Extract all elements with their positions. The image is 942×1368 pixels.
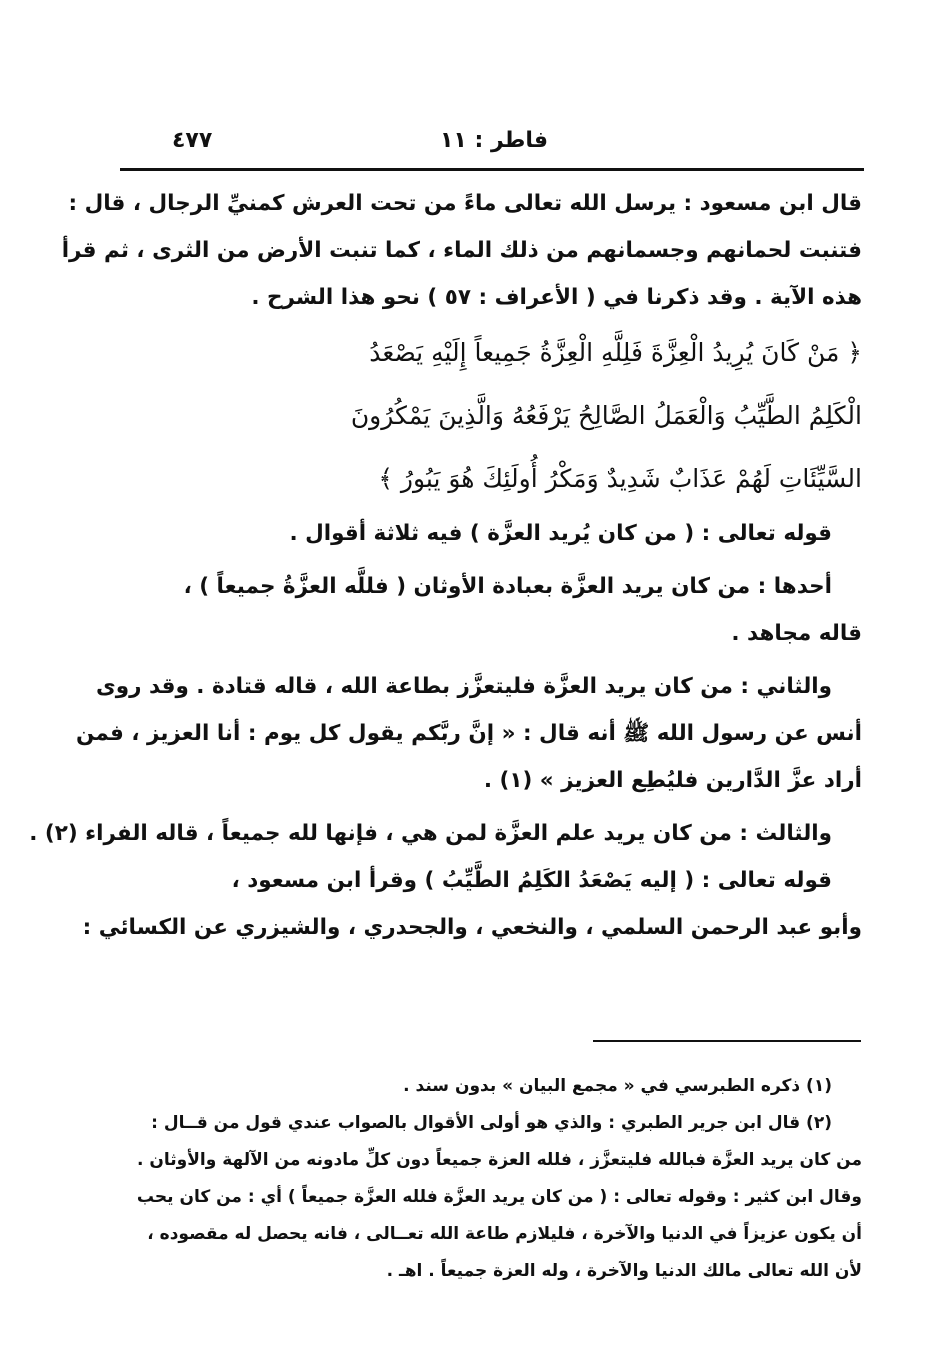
footnote-line: من كان يريد العزَّة فبالله فليتعزَّز ، فلله العزة جميعاً دون كلِّ مادونه من الآلهة والأوثان . xyxy=(137,1150,862,1170)
page-header xyxy=(120,122,864,162)
text-line: أنس عن رسول الله ﷺ أنه قال : « إنَّ ربَّكم يقول كل يوم : أنا العزيز ، فمن xyxy=(76,721,862,746)
text-line: قوله تعالى : ( إليه يَصْعَدُ الكَلِمُ الطَّيِّبُ ) وقرأ ابن مسعود ، xyxy=(231,868,832,893)
text-line: والثاني : من كان يريد العزَّة فليتعزَّز بطاعة الله ، قاله قتادة . وقد روى xyxy=(96,674,832,699)
text-line: والثالث : من كان يريد علم العزَّة لمن هي ، فإنها لله جميعاً ، قاله الفراء (٢) . xyxy=(29,821,832,846)
header-rule xyxy=(120,168,864,171)
text-line: قال ابن مسعود : يرسل الله تعالى ماءً من تحت العرش كمنيِّ الرجال ، قال : xyxy=(68,191,862,216)
footnote-line: لأن الله تعالى مالك الدنيا والآخرة ، وله العزة جميعاً . اهـ . xyxy=(386,1261,862,1281)
text-line: فتنبت لحمانهم وجسمانهم من ذلك الماء ، كما تنبت الأرض من الثرى ، ثم قرأ xyxy=(61,238,862,263)
footnote-line: (١) ذكره الطبرسي في « مجمع البيان » بدون سند . xyxy=(403,1076,832,1096)
quran-verse-line: ﴿ مَنْ كَانَ يُرِيدُ الْعِزَّةَ فَلِلَّهِ الْعِزَّةُ جَمِيعاً إِلَيْهِ يَصْعَدُ xyxy=(369,338,862,367)
footnote-line: وقال ابن كثير : وقوله تعالى : ( من كان يريد العزَّة فلله العزَّة جميعاً ) أي : من كان يحب xyxy=(136,1187,862,1207)
text-line: أحدها : من كان يريد العزَّة بعبادة الأوثان ( فللَّه العزَّةُ جميعاً ) ، xyxy=(183,574,832,599)
footnote-rule xyxy=(593,1040,861,1042)
footnotes xyxy=(122,1068,862,1290)
surah-reference: فاطر : ١١ xyxy=(440,128,549,153)
page-number: ٤٧٧ xyxy=(172,128,213,153)
text-line: قوله تعالى : ( من كان يُريد العزَّة ) فيه ثلاثة أقوال . xyxy=(289,521,832,546)
text-line: هذه الآية . وقد ذكرنا في ( الأعراف : ٥٧ ) نحو هذا الشرح . xyxy=(251,285,862,310)
text-line: وأبو عبد الرحمن السلمي ، والنخعي ، والجحدري ، والشيزري عن الكسائي : xyxy=(82,915,862,940)
footnote-line: أن يكون عزيزاً في الدنيا والآخرة ، فليلازم طاعة الله تعــالى ، فانه يحصل له مقصوده ، xyxy=(147,1224,862,1244)
text-line: أراد عزَّ الدَّارين فليُطِع العزيز » (١) . xyxy=(483,768,862,793)
quran-verse-line: الْكَلِمُ الطَّيِّبُ وَالْعَمَلُ الصَّالِحُ يَرْفَعُهُ وَالَّذِينَ يَمْكُرُونَ xyxy=(350,401,862,430)
quran-verse-line: السَّيِّئَاتِ لَهُمْ عَذَابٌ شَدِيدٌ وَمَكْرُ أُولَئِكَ هُوَ يَبُورُ ﴾ xyxy=(378,464,862,493)
main-text xyxy=(29,180,862,951)
footnote-line: (٢) قال ابن جرير الطبري : والذي هو أولى الأقوال بالصواب عندي قول من قــال : xyxy=(151,1113,832,1133)
text-line: قاله مجاهد . xyxy=(731,621,862,646)
